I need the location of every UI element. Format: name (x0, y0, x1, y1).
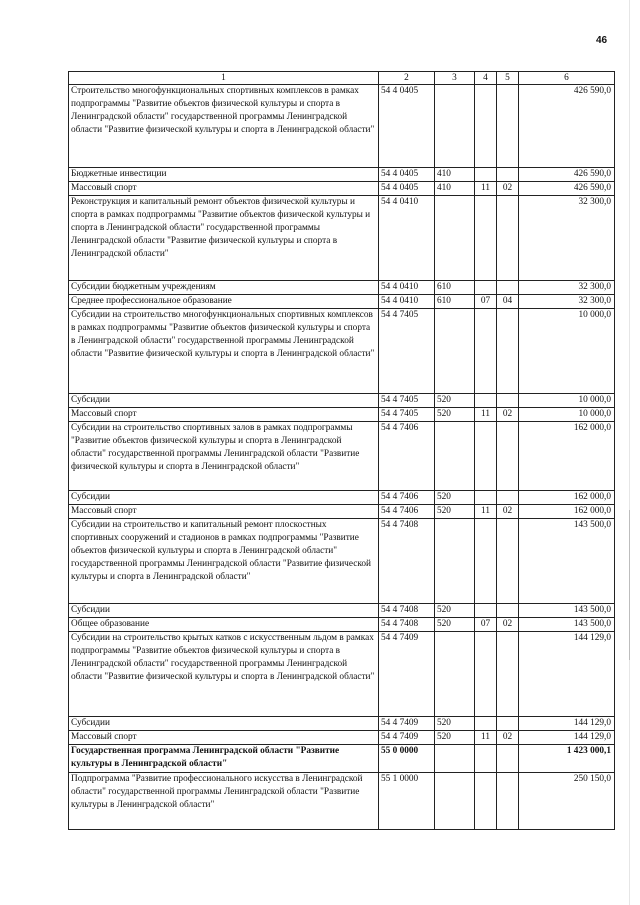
row-subsection-cell (497, 717, 519, 731)
row-section-cell: 07 (475, 295, 497, 309)
row-amount-cell: 10 000,0 (519, 408, 615, 422)
row-kvr-cell (435, 632, 475, 717)
table-row (69, 604, 615, 618)
row-name-cell: Субсидии (69, 491, 379, 505)
row-kvr-cell: 520 (435, 408, 475, 422)
table-row (69, 505, 615, 519)
column-header: 6 (519, 72, 615, 85)
row-kvr-cell: 520 (435, 491, 475, 505)
row-code-cell: 55 1 0000 (379, 773, 435, 830)
row-subsection-cell (497, 604, 519, 618)
row-code-cell: 54 4 7409 (379, 717, 435, 731)
row-name-cell: Субсидии (69, 394, 379, 408)
row-amount-cell: 10 000,0 (519, 309, 615, 394)
row-amount-cell: 144 129,0 (519, 717, 615, 731)
row-code-cell: 54 4 7405 (379, 408, 435, 422)
row-amount-cell: 143 500,0 (519, 618, 615, 632)
table-row (69, 394, 615, 408)
row-code-cell: 54 4 7406 (379, 422, 435, 491)
row-subsection-cell (497, 422, 519, 491)
scan-edge-line (629, 0, 630, 905)
row-subsection-cell (497, 85, 519, 168)
row-subsection-cell (497, 309, 519, 394)
row-kvr-cell: 410 (435, 168, 475, 182)
row-amount-cell: 143 500,0 (519, 604, 615, 618)
row-amount-cell: 250 150,0 (519, 773, 615, 830)
table-row (69, 196, 615, 281)
row-name-cell: Субсидии на строительство спортивных залов в рамках подпрограммы "Развитие объектов физической культуры и спорта в Ленинградской области" государственной программы Ленинградской области "Развитие физической культуры и спорта в Ленинградской области" (69, 422, 379, 491)
row-name-cell: Бюджетные инвестиции (69, 168, 379, 182)
table-row (69, 717, 615, 731)
row-amount-cell: 426 590,0 (519, 85, 615, 168)
table-row (69, 168, 615, 182)
row-name-cell: Массовый спорт (69, 505, 379, 519)
row-kvr-cell (435, 745, 475, 773)
row-section-cell (475, 196, 497, 281)
row-subsection-cell: 04 (497, 295, 519, 309)
budget-table (68, 71, 615, 830)
row-kvr-cell (435, 309, 475, 394)
row-section-cell (475, 422, 497, 491)
row-name-cell: Массовый спорт (69, 182, 379, 196)
row-subsection-cell (497, 745, 519, 773)
row-section-cell (475, 394, 497, 408)
table-row (69, 309, 615, 394)
row-section-cell (475, 745, 497, 773)
table-row (69, 408, 615, 422)
row-section-cell (475, 85, 497, 168)
row-section-cell (475, 491, 497, 505)
row-subsection-cell: 02 (497, 618, 519, 632)
table-row (69, 422, 615, 491)
row-section-cell (475, 604, 497, 618)
row-name-cell: Субсидии (69, 604, 379, 618)
row-code-cell: 54 4 7406 (379, 505, 435, 519)
row-amount-cell: 32 300,0 (519, 196, 615, 281)
row-section-cell (475, 168, 497, 182)
row-code-cell: 54 4 0405 (379, 85, 435, 168)
row-code-cell: 54 4 7409 (379, 632, 435, 717)
row-subsection-cell: 02 (497, 182, 519, 196)
row-name-cell: Субсидии на строительство многофункциональных спортивных комплексов в рамках подпрограммы "Развитие объектов физической культуры и спорта в Ленинградской области" государственной программы Ленинградской области "Развитие физической культуры и спорта в Ленинградской области" (69, 309, 379, 394)
row-code-cell: 54 4 7409 (379, 731, 435, 745)
row-kvr-cell (435, 773, 475, 830)
row-code-cell: 54 4 7408 (379, 604, 435, 618)
row-code-cell: 54 4 0410 (379, 281, 435, 295)
row-name-cell: Среднее профессиональное образование (69, 295, 379, 309)
row-section-cell (475, 717, 497, 731)
row-section-cell: 11 (475, 731, 497, 745)
row-subsection-cell (497, 491, 519, 505)
row-amount-cell: 32 300,0 (519, 281, 615, 295)
row-subsection-cell: 02 (497, 408, 519, 422)
table-row (69, 281, 615, 295)
row-kvr-cell: 520 (435, 505, 475, 519)
row-code-cell: 54 4 7405 (379, 309, 435, 394)
row-subsection-cell (497, 281, 519, 295)
row-section-cell: 07 (475, 618, 497, 632)
row-amount-cell: 162 000,0 (519, 422, 615, 491)
row-section-cell (475, 309, 497, 394)
row-kvr-cell: 410 (435, 182, 475, 196)
scan-edge-shadow (629, 510, 630, 660)
column-header: 3 (435, 72, 475, 85)
row-code-cell: 54 4 7408 (379, 618, 435, 632)
column-header: 1 (69, 72, 379, 85)
column-header: 4 (475, 72, 497, 85)
row-name-cell: Строительство многофункциональных спортивных комплексов в рамках подпрограммы "Развитие объектов физической культуры и спорта в Ленинградской области" государственной программы Ленинградской области "Развитие физической культуры и спорта в Ленинградской области" (69, 85, 379, 168)
row-section-cell: 11 (475, 182, 497, 196)
row-name-cell: Массовый спорт (69, 731, 379, 745)
row-kvr-cell (435, 422, 475, 491)
column-number-row (69, 72, 615, 85)
table-row (69, 295, 615, 309)
row-name-cell: Подпрограмма "Развитие профессионального искусства в Ленинградской области" государственной программы Ленинградской области "Развитие культуры в Ленинградской области" (69, 773, 379, 830)
row-amount-cell: 426 590,0 (519, 182, 615, 196)
row-amount-cell: 162 000,0 (519, 491, 615, 505)
row-kvr-cell: 520 (435, 717, 475, 731)
row-amount-cell: 10 000,0 (519, 394, 615, 408)
row-section-cell (475, 773, 497, 830)
row-code-cell: 54 4 7406 (379, 491, 435, 505)
row-subsection-cell (497, 196, 519, 281)
row-name-cell: Реконструкция и капитальный ремонт объектов физической культуры и спорта в рамках подпрограммы "Развитие объектов физической культуры и спорта в Ленинградской области" государственной программы Ленинградской области "Развитие физической культуры и спорта в Ленинградской области" (69, 196, 379, 281)
table-row (69, 745, 615, 773)
row-amount-cell: 32 300,0 (519, 295, 615, 309)
row-code-cell: 54 4 7405 (379, 394, 435, 408)
table-row (69, 519, 615, 604)
row-kvr-cell: 610 (435, 281, 475, 295)
row-kvr-cell (435, 85, 475, 168)
row-kvr-cell: 520 (435, 604, 475, 618)
row-code-cell: 54 4 0405 (379, 168, 435, 182)
table-row (69, 773, 615, 830)
row-amount-cell: 162 000,0 (519, 505, 615, 519)
row-section-cell (475, 632, 497, 717)
row-subsection-cell: 02 (497, 731, 519, 745)
row-subsection-cell (497, 168, 519, 182)
row-kvr-cell (435, 519, 475, 604)
row-subsection-cell (497, 773, 519, 830)
table-row (69, 182, 615, 196)
table-row (69, 632, 615, 717)
row-amount-cell: 144 129,0 (519, 632, 615, 717)
row-code-cell: 54 4 0405 (379, 182, 435, 196)
row-name-cell: Субсидии на строительство крытых катков с искусственным льдом в рамках подпрограммы "Развитие объектов физической культуры и спорта в Ленинградской области" государственной программы Ленинградской области "Развитие физической культуры и спорта в Ленинградской области" (69, 632, 379, 717)
row-amount-cell: 1 423 000,1 (519, 745, 615, 773)
row-amount-cell: 144 129,0 (519, 731, 615, 745)
column-header: 2 (379, 72, 435, 85)
row-amount-cell: 143 500,0 (519, 519, 615, 604)
row-name-cell: Субсидии (69, 717, 379, 731)
row-code-cell: 54 4 0410 (379, 295, 435, 309)
row-subsection-cell (497, 394, 519, 408)
row-name-cell: Массовый спорт (69, 408, 379, 422)
row-code-cell: 54 4 7408 (379, 519, 435, 604)
table-row (69, 491, 615, 505)
row-kvr-cell: 610 (435, 295, 475, 309)
row-subsection-cell: 02 (497, 505, 519, 519)
row-section-cell: 11 (475, 408, 497, 422)
page-number: 46 (596, 35, 608, 46)
table-row (69, 618, 615, 632)
row-subsection-cell (497, 632, 519, 717)
row-kvr-cell (435, 196, 475, 281)
row-subsection-cell (497, 519, 519, 604)
table-row (69, 731, 615, 745)
row-kvr-cell: 520 (435, 731, 475, 745)
row-kvr-cell: 520 (435, 618, 475, 632)
column-header: 5 (497, 72, 519, 85)
row-section-cell (475, 281, 497, 295)
row-kvr-cell: 520 (435, 394, 475, 408)
row-name-cell: Субсидии на строительство и капитальный ремонт плоскостных спортивных сооружений и стадионов в рамках подпрограммы "Развитие объектов физической культуры и спорта в Ленинградской области" государственной программы Ленинградской области "Развитие физической культуры и спорта в Ленинградской области" (69, 519, 379, 604)
row-name-cell: Государственная программа Ленинградской области "Развитие культуры в Ленинградской области" (69, 745, 379, 773)
table-row (69, 85, 615, 168)
row-section-cell: 11 (475, 505, 497, 519)
budget-table-container (68, 71, 614, 830)
row-amount-cell: 426 590,0 (519, 168, 615, 182)
row-section-cell (475, 519, 497, 604)
row-name-cell: Общее образование (69, 618, 379, 632)
row-code-cell: 54 4 0410 (379, 196, 435, 281)
row-code-cell: 55 0 0000 (379, 745, 435, 773)
row-name-cell: Субсидии бюджетным учреждениям (69, 281, 379, 295)
